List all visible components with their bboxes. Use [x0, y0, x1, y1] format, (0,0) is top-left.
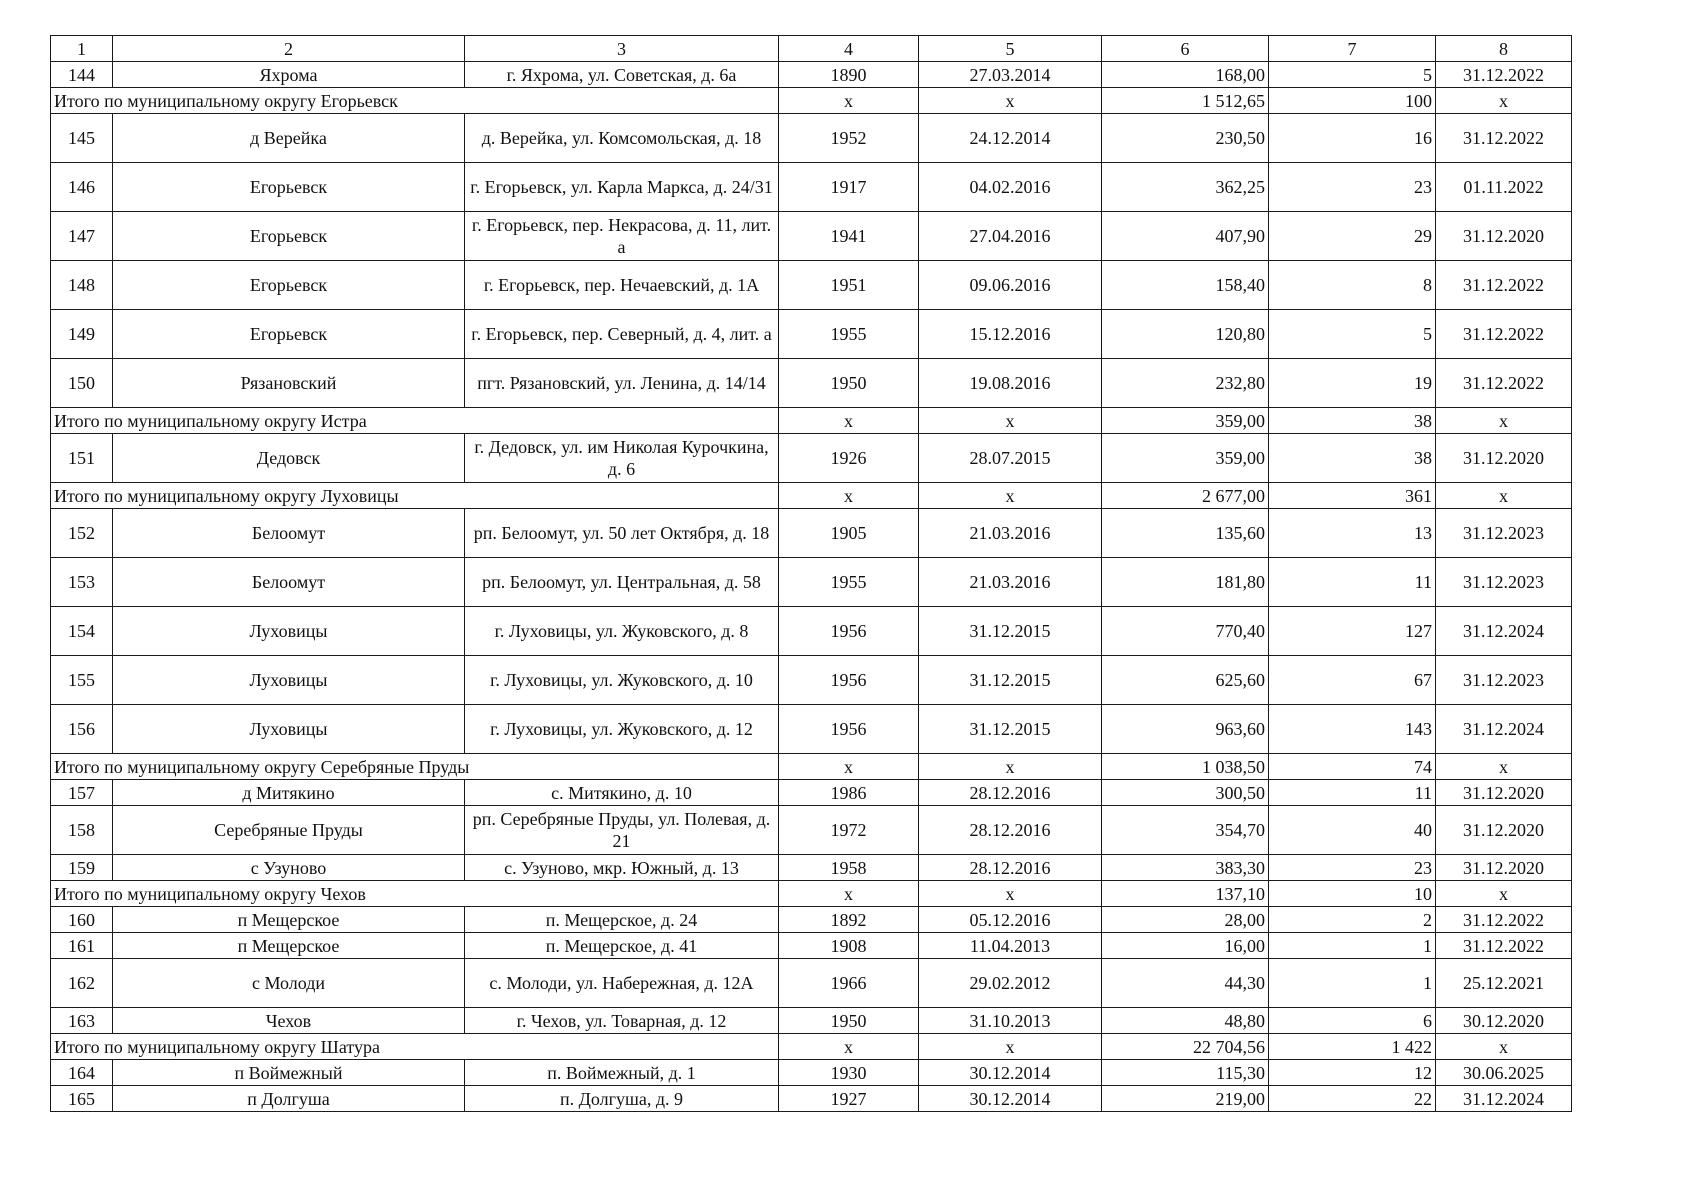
- residents-cell: 143: [1269, 705, 1436, 754]
- subtotal-date-cell: x: [919, 754, 1102, 780]
- settlement-cell: д Верейка: [113, 114, 465, 163]
- area-cell: 770,40: [1102, 607, 1269, 656]
- date-cell: 24.12.2014: [919, 114, 1102, 163]
- deadline-cell: 31.12.2024: [1436, 607, 1572, 656]
- subtotal-label: Итого по муниципальному округу Шатура: [51, 1034, 779, 1060]
- subtotal-build-year-cell: x: [779, 88, 919, 114]
- deadline-cell: 31.12.2023: [1436, 509, 1572, 558]
- table-row: [51, 359, 1572, 408]
- build-year-cell: 1956: [779, 705, 919, 754]
- address-cell: п. Долгуша, д. 9: [465, 1086, 779, 1112]
- date-cell: 30.12.2014: [919, 1060, 1102, 1086]
- date-cell: 21.03.2016: [919, 509, 1102, 558]
- subtotal-residents-cell: 361: [1269, 483, 1436, 509]
- header-cell-col1: 1: [51, 36, 113, 62]
- settlement-cell: п Мещерское: [113, 933, 465, 959]
- row-number-cell: 145: [51, 114, 113, 163]
- row-number-cell: 162: [51, 959, 113, 1008]
- subtotal-area-cell: 22 704,56: [1102, 1034, 1269, 1060]
- subtotal-row: [51, 88, 1572, 114]
- build-year-cell: 1890: [779, 62, 919, 88]
- row-number-cell: 160: [51, 907, 113, 933]
- date-cell: 31.12.2015: [919, 607, 1102, 656]
- build-year-cell: 1951: [779, 261, 919, 310]
- build-year-cell: 1955: [779, 558, 919, 607]
- table-row: [51, 705, 1572, 754]
- build-year-cell: 1917: [779, 163, 919, 212]
- settlement-cell: с Молоди: [113, 959, 465, 1008]
- table-row: [51, 1060, 1572, 1086]
- area-cell: 168,00: [1102, 62, 1269, 88]
- header-cell-col3: 3: [465, 36, 779, 62]
- date-cell: 28.12.2016: [919, 780, 1102, 806]
- date-cell: 28.07.2015: [919, 434, 1102, 483]
- deadline-cell: 25.12.2021: [1436, 959, 1572, 1008]
- table-row: [51, 855, 1572, 881]
- table-row: [51, 656, 1572, 705]
- area-cell: 625,60: [1102, 656, 1269, 705]
- date-cell: 21.03.2016: [919, 558, 1102, 607]
- date-cell: 30.12.2014: [919, 1086, 1102, 1112]
- settlement-cell: Егорьевск: [113, 261, 465, 310]
- settlement-cell: Серебряные Пруды: [113, 806, 465, 855]
- table-row: [51, 607, 1572, 656]
- build-year-cell: 1950: [779, 359, 919, 408]
- date-cell: 28.12.2016: [919, 806, 1102, 855]
- subtotal-deadline-cell: x: [1436, 408, 1572, 434]
- row-number-cell: 146: [51, 163, 113, 212]
- deadline-cell: 31.12.2022: [1436, 261, 1572, 310]
- address-cell: п. Воймежный, д. 1: [465, 1060, 779, 1086]
- residents-cell: 16: [1269, 114, 1436, 163]
- subtotal-residents-cell: 1 422: [1269, 1034, 1436, 1060]
- address-cell: п. Мещерское, д. 24: [465, 907, 779, 933]
- subtotal-residents-cell: 10: [1269, 881, 1436, 907]
- row-number-cell: 148: [51, 261, 113, 310]
- address-cell: г. Егорьевск, ул. Карла Маркса, д. 24/31: [465, 163, 779, 212]
- date-cell: 31.12.2015: [919, 705, 1102, 754]
- row-number-cell: 144: [51, 62, 113, 88]
- area-cell: 158,40: [1102, 261, 1269, 310]
- subtotal-deadline-cell: x: [1436, 1034, 1572, 1060]
- deadline-cell: 01.11.2022: [1436, 163, 1572, 212]
- settlement-cell: Егорьевск: [113, 310, 465, 359]
- address-cell: г. Луховицы, ул. Жуковского, д. 8: [465, 607, 779, 656]
- row-number-cell: 159: [51, 855, 113, 881]
- subtotal-area-cell: 359,00: [1102, 408, 1269, 434]
- header-cell-col7: 7: [1269, 36, 1436, 62]
- subtotal-area-cell: 137,10: [1102, 881, 1269, 907]
- subtotal-row: [51, 483, 1572, 509]
- deadline-cell: 31.12.2024: [1436, 1086, 1572, 1112]
- subtotal-deadline-cell: x: [1436, 88, 1572, 114]
- subtotal-row: [51, 754, 1572, 780]
- table-row: [51, 434, 1572, 483]
- table-row: [51, 780, 1572, 806]
- deadline-cell: 31.12.2020: [1436, 434, 1572, 483]
- subtotal-label: Итого по муниципальному округу Истра: [51, 408, 779, 434]
- build-year-cell: 1966: [779, 959, 919, 1008]
- build-year-cell: 1926: [779, 434, 919, 483]
- row-number-cell: 164: [51, 1060, 113, 1086]
- subtotal-date-cell: x: [919, 483, 1102, 509]
- settlement-cell: Дедовск: [113, 434, 465, 483]
- deadline-cell: 31.12.2022: [1436, 114, 1572, 163]
- deadline-cell: 30.06.2025: [1436, 1060, 1572, 1086]
- subtotal-residents-cell: 74: [1269, 754, 1436, 780]
- settlement-cell: Луховицы: [113, 705, 465, 754]
- date-cell: 11.04.2013: [919, 933, 1102, 959]
- subtotal-area-cell: 2 677,00: [1102, 483, 1269, 509]
- subtotal-label: Итого по муниципальному округу Егорьевск: [51, 88, 779, 114]
- area-cell: 181,80: [1102, 558, 1269, 607]
- deadline-cell: 31.12.2020: [1436, 212, 1572, 261]
- settlement-cell: Белоомут: [113, 558, 465, 607]
- subtotal-row: [51, 408, 1572, 434]
- settlement-cell: Егорьевск: [113, 163, 465, 212]
- deadline-cell: 31.12.2023: [1436, 656, 1572, 705]
- subtotal-date-cell: x: [919, 408, 1102, 434]
- deadline-cell: 31.12.2023: [1436, 558, 1572, 607]
- build-year-cell: 1956: [779, 607, 919, 656]
- row-number-cell: 152: [51, 509, 113, 558]
- date-cell: 19.08.2016: [919, 359, 1102, 408]
- address-cell: г. Егорьевск, пер. Нечаевский, д. 1А: [465, 261, 779, 310]
- area-cell: 219,00: [1102, 1086, 1269, 1112]
- address-cell: рп. Белоомут, ул. 50 лет Октября, д. 18: [465, 509, 779, 558]
- deadline-cell: 31.12.2020: [1436, 855, 1572, 881]
- address-cell: г. Чехов, ул. Товарная, д. 12: [465, 1008, 779, 1034]
- table-row: [51, 907, 1572, 933]
- row-number-cell: 154: [51, 607, 113, 656]
- deadline-cell: 31.12.2022: [1436, 62, 1572, 88]
- address-cell: г. Егорьевск, пер. Некрасова, д. 11, лит. а: [465, 212, 779, 261]
- area-cell: 16,00: [1102, 933, 1269, 959]
- area-cell: 115,30: [1102, 1060, 1269, 1086]
- settlement-cell: Яхрома: [113, 62, 465, 88]
- residents-cell: 67: [1269, 656, 1436, 705]
- settlement-cell: п Воймежный: [113, 1060, 465, 1086]
- subtotal-date-cell: x: [919, 88, 1102, 114]
- deadline-cell: 31.12.2024: [1436, 705, 1572, 754]
- header-cell-col5: 5: [919, 36, 1102, 62]
- header-row: [51, 36, 1572, 62]
- subtotal-build-year-cell: x: [779, 483, 919, 509]
- residents-cell: 2: [1269, 907, 1436, 933]
- subtotal-label: Итого по муниципальному округу Луховицы: [51, 483, 779, 509]
- subtotal-date-cell: x: [919, 1034, 1102, 1060]
- subtotal-residents-cell: 38: [1269, 408, 1436, 434]
- date-cell: 27.04.2016: [919, 212, 1102, 261]
- row-number-cell: 153: [51, 558, 113, 607]
- settlement-cell: с Узуново: [113, 855, 465, 881]
- deadline-cell: 31.12.2022: [1436, 907, 1572, 933]
- table-row: [51, 163, 1572, 212]
- area-cell: 230,50: [1102, 114, 1269, 163]
- build-year-cell: 1955: [779, 310, 919, 359]
- date-cell: 28.12.2016: [919, 855, 1102, 881]
- row-number-cell: 150: [51, 359, 113, 408]
- date-cell: 04.02.2016: [919, 163, 1102, 212]
- subtotal-deadline-cell: x: [1436, 754, 1572, 780]
- header-cell-col8: 8: [1436, 36, 1572, 62]
- build-year-cell: 1950: [779, 1008, 919, 1034]
- residents-cell: 8: [1269, 261, 1436, 310]
- subtotal-residents-cell: 100: [1269, 88, 1436, 114]
- area-cell: 963,60: [1102, 705, 1269, 754]
- residents-cell: 12: [1269, 1060, 1436, 1086]
- area-cell: 354,70: [1102, 806, 1269, 855]
- residents-cell: 13: [1269, 509, 1436, 558]
- table-row: [51, 509, 1572, 558]
- address-cell: д. Верейка, ул. Комсомольская, д. 18: [465, 114, 779, 163]
- subtotal-row: [51, 1034, 1572, 1060]
- table-row: [51, 933, 1572, 959]
- area-cell: 407,90: [1102, 212, 1269, 261]
- area-cell: 232,80: [1102, 359, 1269, 408]
- build-year-cell: 1956: [779, 656, 919, 705]
- date-cell: 31.10.2013: [919, 1008, 1102, 1034]
- settlement-cell: Чехов: [113, 1008, 465, 1034]
- subtotal-date-cell: x: [919, 881, 1102, 907]
- build-year-cell: 1905: [779, 509, 919, 558]
- build-year-cell: 1941: [779, 212, 919, 261]
- header-cell-col4: 4: [779, 36, 919, 62]
- area-cell: 44,30: [1102, 959, 1269, 1008]
- residents-cell: 1: [1269, 933, 1436, 959]
- address-cell: г. Дедовск, ул. им Николая Курочкина, д. 6: [465, 434, 779, 483]
- row-number-cell: 158: [51, 806, 113, 855]
- settlement-cell: п Долгуша: [113, 1086, 465, 1112]
- table-row: [51, 212, 1572, 261]
- settlement-cell: п Мещерское: [113, 907, 465, 933]
- settlement-cell: д Митякино: [113, 780, 465, 806]
- settlement-cell: Луховицы: [113, 656, 465, 705]
- address-cell: г. Егорьевск, пер. Северный, д. 4, лит. а: [465, 310, 779, 359]
- subtotal-build-year-cell: x: [779, 1034, 919, 1060]
- subtotal-area-cell: 1 512,65: [1102, 88, 1269, 114]
- table-row: [51, 114, 1572, 163]
- area-cell: 362,25: [1102, 163, 1269, 212]
- residents-cell: 19: [1269, 359, 1436, 408]
- date-cell: 31.12.2015: [919, 656, 1102, 705]
- area-cell: 300,50: [1102, 780, 1269, 806]
- deadline-cell: 30.12.2020: [1436, 1008, 1572, 1034]
- deadline-cell: 31.12.2020: [1436, 780, 1572, 806]
- build-year-cell: 1927: [779, 1086, 919, 1112]
- build-year-cell: 1958: [779, 855, 919, 881]
- area-cell: 28,00: [1102, 907, 1269, 933]
- date-cell: 27.03.2014: [919, 62, 1102, 88]
- build-year-cell: 1952: [779, 114, 919, 163]
- residents-cell: 11: [1269, 558, 1436, 607]
- subtotal-label: Итого по муниципальному округу Серебряные Пруды: [51, 754, 779, 780]
- header-cell-col6: 6: [1102, 36, 1269, 62]
- build-year-cell: 1892: [779, 907, 919, 933]
- row-number-cell: 149: [51, 310, 113, 359]
- deadline-cell: 31.12.2022: [1436, 933, 1572, 959]
- address-cell: с. Митякино, д. 10: [465, 780, 779, 806]
- address-cell: пгт. Рязановский, ул. Ленина, д. 14/14: [465, 359, 779, 408]
- table-row: [51, 62, 1572, 88]
- area-cell: 383,30: [1102, 855, 1269, 881]
- table-body: [51, 36, 1572, 1112]
- residents-cell: 11: [1269, 780, 1436, 806]
- residents-cell: 38: [1269, 434, 1436, 483]
- row-number-cell: 155: [51, 656, 113, 705]
- subtotal-build-year-cell: x: [779, 408, 919, 434]
- deadline-cell: 31.12.2022: [1436, 310, 1572, 359]
- subtotal-build-year-cell: x: [779, 881, 919, 907]
- address-cell: г. Яхрома, ул. Советская, д. 6а: [465, 62, 779, 88]
- build-year-cell: 1908: [779, 933, 919, 959]
- area-cell: 135,60: [1102, 509, 1269, 558]
- residents-cell: 23: [1269, 855, 1436, 881]
- settlement-cell: Рязановский: [113, 359, 465, 408]
- subtotal-area-cell: 1 038,50: [1102, 754, 1269, 780]
- row-number-cell: 156: [51, 705, 113, 754]
- build-year-cell: 1986: [779, 780, 919, 806]
- deadline-cell: 31.12.2020: [1436, 806, 1572, 855]
- table-row: [51, 959, 1572, 1008]
- table-row: [51, 558, 1572, 607]
- residents-cell: 29: [1269, 212, 1436, 261]
- date-cell: 15.12.2016: [919, 310, 1102, 359]
- address-cell: рп. Белоомут, ул. Центральная, д. 58: [465, 558, 779, 607]
- table-row: [51, 261, 1572, 310]
- address-cell: г. Луховицы, ул. Жуковского, д. 10: [465, 656, 779, 705]
- residents-cell: 127: [1269, 607, 1436, 656]
- residents-cell: 23: [1269, 163, 1436, 212]
- subtotal-label: Итого по муниципальному округу Чехов: [51, 881, 779, 907]
- residents-cell: 5: [1269, 310, 1436, 359]
- address-cell: г. Луховицы, ул. Жуковского, д. 12: [465, 705, 779, 754]
- subtotal-row: [51, 881, 1572, 907]
- address-cell: рп. Серебряные Пруды, ул. Полевая, д. 21: [465, 806, 779, 855]
- residents-cell: 5: [1269, 62, 1436, 88]
- settlement-cell: Егорьевск: [113, 212, 465, 261]
- table-row: [51, 1008, 1572, 1034]
- residents-cell: 6: [1269, 1008, 1436, 1034]
- date-cell: 09.06.2016: [919, 261, 1102, 310]
- housing-register-table: [50, 35, 1572, 1112]
- row-number-cell: 151: [51, 434, 113, 483]
- area-cell: 120,80: [1102, 310, 1269, 359]
- subtotal-deadline-cell: x: [1436, 483, 1572, 509]
- date-cell: 29.02.2012: [919, 959, 1102, 1008]
- subtotal-deadline-cell: x: [1436, 881, 1572, 907]
- settlement-cell: Луховицы: [113, 607, 465, 656]
- date-cell: 05.12.2016: [919, 907, 1102, 933]
- area-cell: 359,00: [1102, 434, 1269, 483]
- residents-cell: 1: [1269, 959, 1436, 1008]
- deadline-cell: 31.12.2022: [1436, 359, 1572, 408]
- area-cell: 48,80: [1102, 1008, 1269, 1034]
- address-cell: с. Узуново, мкр. Южный, д. 13: [465, 855, 779, 881]
- address-cell: п. Мещерское, д. 41: [465, 933, 779, 959]
- row-number-cell: 163: [51, 1008, 113, 1034]
- table-row: [51, 310, 1572, 359]
- residents-cell: 22: [1269, 1086, 1436, 1112]
- build-year-cell: 1972: [779, 806, 919, 855]
- residents-cell: 40: [1269, 806, 1436, 855]
- row-number-cell: 165: [51, 1086, 113, 1112]
- build-year-cell: 1930: [779, 1060, 919, 1086]
- header-cell-col2: 2: [113, 36, 465, 62]
- address-cell: с. Молоди, ул. Набережная, д. 12А: [465, 959, 779, 1008]
- row-number-cell: 157: [51, 780, 113, 806]
- settlement-cell: Белоомут: [113, 509, 465, 558]
- table-row: [51, 1086, 1572, 1112]
- row-number-cell: 147: [51, 212, 113, 261]
- row-number-cell: 161: [51, 933, 113, 959]
- table-row: [51, 806, 1572, 855]
- subtotal-build-year-cell: x: [779, 754, 919, 780]
